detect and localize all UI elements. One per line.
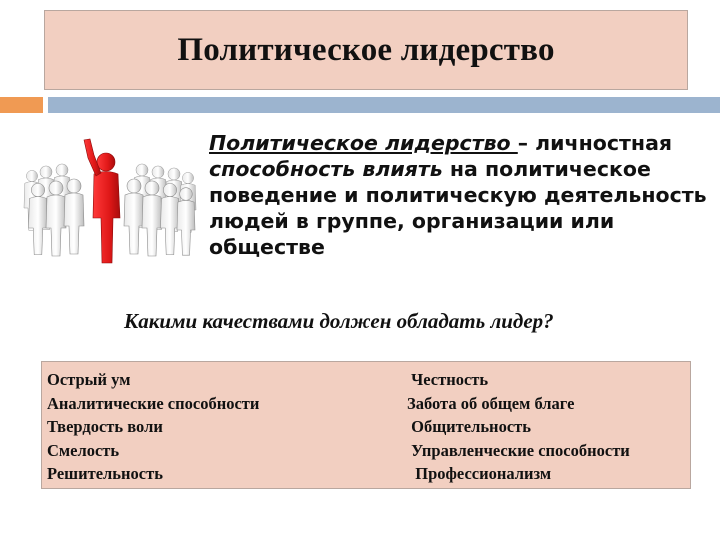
quality-item: Смелость <box>47 440 120 460</box>
definition-ability: способность влиять <box>209 157 443 181</box>
title-box <box>44 10 688 90</box>
leader-crowd-illustration <box>22 118 200 288</box>
quality-item: Управленческие способности <box>407 440 630 460</box>
question-text: Какими качествами должен обладать лидер? <box>124 309 554 333</box>
quality-item: Общительность <box>407 417 531 436</box>
leader-crowd-icon <box>22 118 200 288</box>
quality-item: Профессионализм <box>407 464 552 483</box>
accent-stripe-orange <box>0 97 43 113</box>
quality-item: Аналитические способности <box>47 393 260 413</box>
definition-rest: на политическое поведение и политическую деятельность людей в группе, организации или обществе <box>209 157 707 259</box>
quality-item: Честность <box>407 370 489 389</box>
quality-item: Забота об общем благе <box>407 393 575 413</box>
slide-title: Политическое лидерство <box>177 31 555 68</box>
quality-item: Твердость воли <box>47 417 163 436</box>
quality-item: Острый ум <box>47 370 131 389</box>
qualities-box <box>41 361 691 489</box>
definition-text <box>209 130 709 260</box>
quality-item: Решительность <box>47 464 163 483</box>
definition-term: Политическое лидерство <box>209 131 518 155</box>
qualities-right-column <box>407 368 630 486</box>
accent-stripe-blue <box>48 97 720 113</box>
qualities-left-column <box>47 368 259 486</box>
definition-dash: – личностная <box>517 131 673 155</box>
